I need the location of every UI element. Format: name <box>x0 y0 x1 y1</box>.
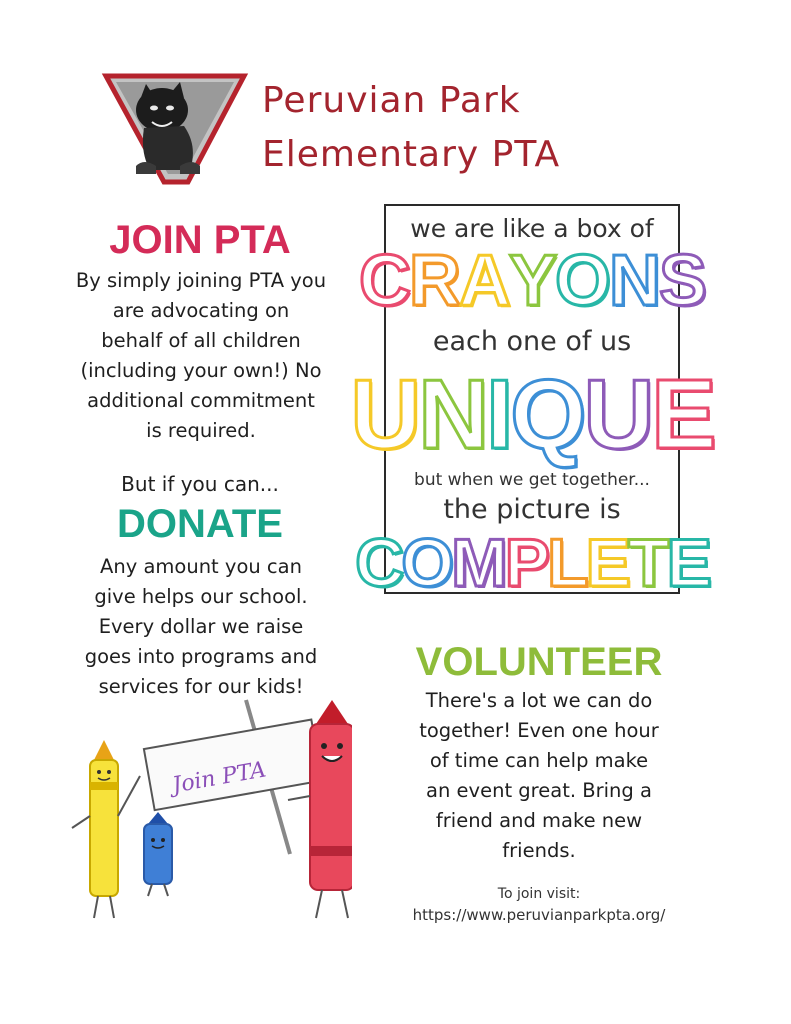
poster-letter: Q <box>510 359 584 469</box>
poster-word-crayons <box>358 240 706 322</box>
poster-letter: O <box>401 525 452 601</box>
poster-letter: P <box>504 525 548 601</box>
poster-line2: each one of us <box>432 326 632 357</box>
poster-letter: C <box>358 241 409 321</box>
poster-letter: E <box>666 525 709 601</box>
poster-letter: U <box>583 359 652 469</box>
school-name-line2: Elementary PTA <box>262 134 561 175</box>
join-body-line: behalf of all children <box>101 329 301 352</box>
poster-word-unique <box>350 358 714 471</box>
poster-word-complete <box>355 524 709 602</box>
donate-body <box>46 552 356 702</box>
panther-mascot-logo-icon <box>100 62 250 190</box>
poster-letter: T <box>628 525 667 601</box>
poster-letter: E <box>585 525 629 601</box>
crayon-characters-illustration-icon <box>52 696 352 924</box>
poster-letter: Y <box>508 241 555 321</box>
join-body-line: (including your own!) No <box>80 359 322 382</box>
volunteer-heading: VOLUNTEER <box>415 640 663 684</box>
visit-label: To join visit: <box>497 886 581 902</box>
poster-letter: C <box>355 525 402 601</box>
poster-letter: N <box>418 359 486 469</box>
donate-body-line: services for our kids! <box>98 675 304 698</box>
join-pta-sign-text: Join PTA <box>170 757 268 799</box>
poster-letter: N <box>609 241 660 321</box>
poster-line3: but when we get together... <box>414 470 650 490</box>
join-body-line: are advocating on <box>112 299 290 322</box>
join-pta-body <box>46 266 356 446</box>
volunteer-body-line: together! Even one hour <box>419 719 659 742</box>
poster-letter: R <box>408 241 459 321</box>
poster-letter: O <box>555 241 610 321</box>
poster-letter: A <box>458 241 509 321</box>
poster-line4: the picture is <box>443 494 621 525</box>
join-body-line: is required. <box>146 419 256 442</box>
poster-letter: E <box>651 359 714 469</box>
crayons-poster <box>350 204 714 601</box>
pta-website-link[interactable]: https://www.peruvianparkpta.org/ <box>412 906 666 924</box>
donate-body-line: Every dollar we raise <box>98 615 304 638</box>
donate-body-line: Any amount you can <box>100 555 302 578</box>
volunteer-body <box>386 686 692 866</box>
school-name-line1: Peruvian Park <box>262 80 521 121</box>
poster-line1: we are like a box of <box>410 214 654 243</box>
join-pta-heading: JOIN PTA <box>109 218 291 262</box>
volunteer-body-line: an event great. Bring a <box>426 779 652 802</box>
poster-letter: S <box>659 241 706 321</box>
poster-letter: U <box>350 359 419 469</box>
poster-letter: I <box>485 359 511 469</box>
poster-letter: M <box>451 525 505 601</box>
poster-letter: L <box>547 525 586 601</box>
volunteer-body-line: of time can help make <box>429 749 649 772</box>
donate-intro: But if you can... <box>121 472 279 496</box>
donate-body-line: give helps our school. <box>94 585 308 608</box>
volunteer-body-line: friend and make new <box>435 809 643 832</box>
join-body-line: By simply joining PTA you <box>75 269 327 292</box>
volunteer-body-line: friends. <box>502 839 576 862</box>
join-body-line: additional commitment <box>87 389 315 412</box>
donate-heading: DONATE <box>117 502 283 546</box>
donate-body-line: goes into programs and <box>84 645 318 668</box>
volunteer-body-line: There's a lot we can do <box>425 689 653 712</box>
